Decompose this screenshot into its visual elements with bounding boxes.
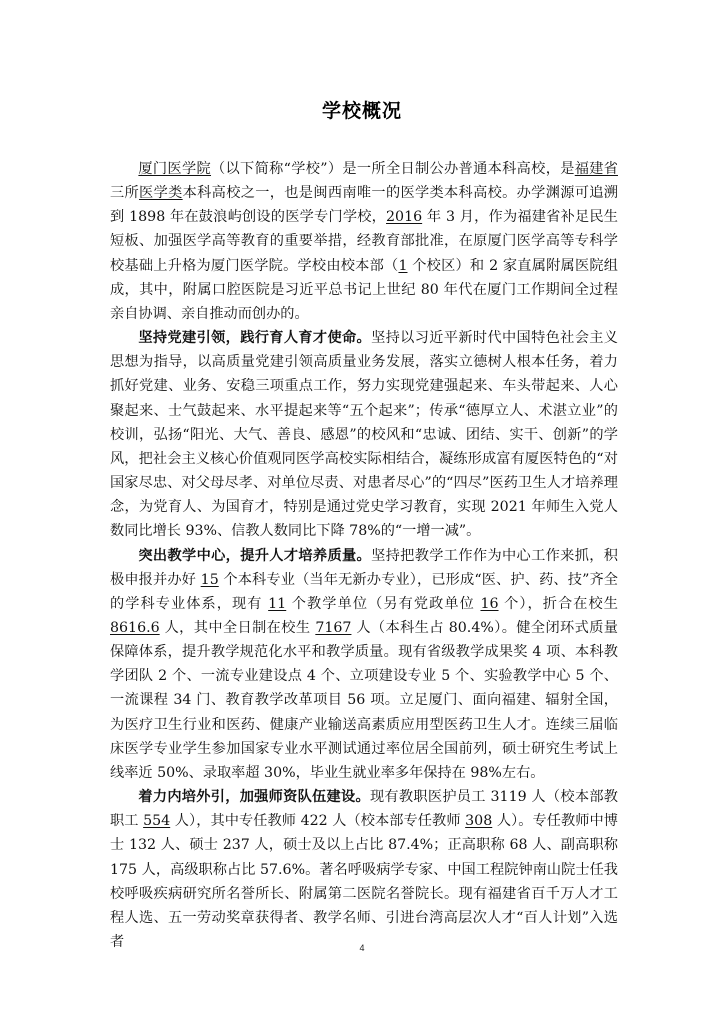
document-body (110, 157, 618, 954)
paragraph-intro (110, 157, 618, 326)
text-run: （以下简称“学校”）是一所全日制公办普通本科高校，是 (211, 161, 575, 177)
text-run: 人）。专任教师中博士 132 人、硕士 237 人，硕士及以上占比 87.4%；正高职称 68 人、副高职称 175 人，高级职称占比 57.6%。著名呼吸病学专家、中国工程院钟南山院士任我校呼吸疾病研究所名誉所长、附属第二医院名誉院长。现有福建省百千万人才工程人选、五一劳动奖章获得者、教学名师、引进台湾高层次人才“百人计划”入选者 (110, 813, 618, 950)
underlined-text: 15 (200, 571, 219, 588)
text-run: 坚持把教学工作作为中心工作来抓，积极申报并办好 (110, 547, 618, 588)
text-run: 年 3 月，作为福建省补足民生短板、加强医学高等教育的重要举措，经教育部批准，在原厦门医学高等专科学校基础上升格为厦门医学院。学校由校本部（ (110, 209, 618, 274)
page-title: 学校概况 (321, 100, 402, 122)
paragraph-lead: 突出教学中心，提升人才培养质量。 (138, 547, 372, 564)
text-run: 现有教职医护员工 3119 人（校本部教职工 (110, 789, 618, 830)
text-run: 个），折合在校生 (498, 595, 618, 612)
underlined-text: 7167 (315, 619, 352, 636)
text-run: 人（本科生占 80.4%）。健全闭环式质量保障体系，提升教学规范化水平和教学质量。现有省级教学成果奖 4 项、本科教学团队 2 个、一流专业建设点 4 个、立项建设专业 5 个、实验教学中心 5 个、一流课程 34 门、教育教学改革项目 56 项。立足厦门、面向福建、辐射全国，为医疗卫生行业和医药、健康产业输送高素质应用型医药卫生人才。连续三届临床医学专业学生参加国家专业水平测试通过率位居全国前列，硕士研究生考试上线率近 50%、录取率超 30%，毕业生就业率多年保持在 98%左右。 (110, 619, 618, 781)
text-run: 三所 (110, 185, 140, 202)
underlined-text: 308 (465, 813, 493, 830)
page-number: 4 (359, 943, 365, 953)
underlined-text: 福建省 (574, 161, 618, 177)
paragraph-lead: 坚持党建引领，践行育人育才使命。 (138, 330, 372, 347)
paragraph-lead: 着力内培外引，加强师资队伍建设。 (138, 789, 370, 806)
paragraph-faculty (110, 785, 618, 954)
underlined-text: 2016 (386, 209, 423, 226)
paragraph-party-building (110, 326, 618, 543)
paragraph-teaching (110, 544, 618, 786)
text-run: 个本科专业（当年无新办专业），已形成“医、护、药、技”齐全的学科专业体系，现有 (110, 571, 618, 612)
text-run: 人，其中全日制在校生 (159, 619, 316, 636)
underlined-text: 11 (268, 595, 287, 612)
text-run: 个校区）和 2 家直属附属医院组成，其中，附属口腔医院是习近平总书记上世纪 80 年代在厦门工作期间全过程亲自协调、亲自推动而创办的。 (110, 257, 618, 322)
text-run: 本科高校之一，也是闽西南唯一的医学类本科高校。办学渊源可追溯到 1898 年在鼓浪屿创设的医学专门学校， (110, 185, 618, 226)
underlined-text: 8616.6 (110, 619, 160, 636)
text-run: 坚持以习近平新时代中国特色社会主义思想为指导，以高质量党建引领高质量业务发展，落实立德树人根本任务，着力抓好党建、业务、安稳三项重点工作，努力实现党建强起来、车头带起来、人心聚起来、士气鼓起来、水平提起来等“五个起来”；传承“德厚立人、术湛立业”的校训，弘扬“阳光、大气、善良、感恩”的校风和“忠诚、团结、实干、创新”的学风，把社会主义核心价值观同医学高校实际相结合，凝练形成富有厦医特色的“对国家尽忠、对父母尽孝、对单位尽责、对患者尽心”的“四尽”医药卫生人才培养理念，为党育人、为国育才，特别是通过党史学习教育，实现 2021 年师生入党人数同比增长 93%、信教人数同比下降 78%的“一增一减”。 (110, 330, 618, 540)
underlined-text: 554 (143, 813, 171, 830)
underlined-text: 医学类 (139, 185, 183, 202)
text-run: 个教学单位（另有党政单位 (286, 595, 481, 612)
text-run: 人），其中专任教师 422 人（校本部专任教师 (170, 813, 466, 830)
underlined-text: 16 (480, 595, 499, 612)
underlined-text: 厦门医学院 (138, 161, 212, 177)
underlined-text: 1 (398, 257, 408, 274)
